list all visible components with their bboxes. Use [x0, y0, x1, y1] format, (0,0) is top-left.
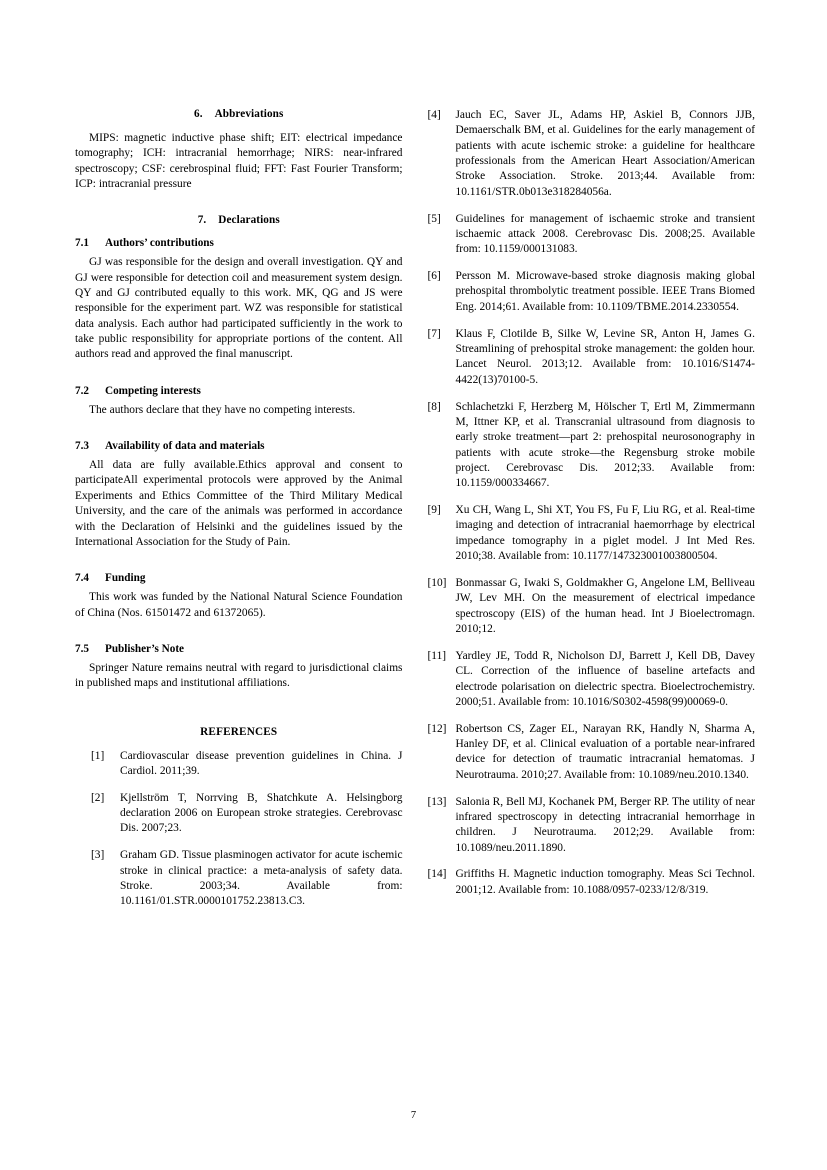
spacer — [75, 565, 403, 572]
funding-paragraph: This work was funded by the National Natural Science Foundation of China (Nos. 61501472 and 61372065). — [75, 591, 403, 619]
reference-marker: [8] — [427, 400, 441, 413]
reference-item — [428, 108, 756, 200]
spacer — [75, 636, 403, 643]
reference-marker: [11] — [427, 649, 447, 662]
reference-item — [428, 212, 756, 258]
reference-item — [428, 327, 756, 388]
reference-marker: [2] — [91, 791, 105, 804]
reference-text: Klaus F, Clotilde B, Silke W, Levine SR, Anton H, James G. Streamlining of prehospital stroke management: the golden hour. Lancet Neurol. 2013;12. Available from: 10.1016/S1474-4422(13)70100-5. — [455, 327, 755, 386]
subsection-number: 7.3 — [75, 440, 89, 453]
reference-marker: [14] — [427, 868, 447, 881]
reference-text: Griffiths H. Magnetic induction tomography. Meas Sci Technol. 2001;12. Available from: 10.1088/0957-0233/12/8/319. — [455, 868, 755, 896]
reference-marker: [10] — [427, 576, 447, 589]
reference-text: Bonmassar G, Iwaki S, Goldmakher G, Angelone LM, Belliveau JW, Lev MH. On the measurement of electrical impedance spectroscopy (EIS) of the human head. Int J Bioelectromagn. 2010;12. — [455, 576, 755, 635]
authors-contributions-paragraph: GJ was responsible for the design and overall investigation. QY and GJ were responsible for detection coil and measurement system design. QY and GJ contributed equally to this work. MK, QG and JS were responsible for the experiment part. WZ was responsible for statistical data analysis. Each author had participated sufficiently in the work to take public responsibility for appropriate portions of the content. All authors read and approved the final manuscript. — [75, 256, 403, 361]
right-column — [428, 108, 756, 1098]
section-number: 6. — [194, 108, 203, 120]
reference-item — [428, 795, 756, 856]
reference-text: Graham GD. Tissue plasminogen activator for acute ischemic stroke in clinical practice: a meta-analysis of safety data. Stroke. 2003;34. Available from: 10.1161/01.STR.0000101752.23813.C3. — [120, 849, 403, 908]
references-heading: REFERENCES — [200, 725, 278, 738]
section-heading-declarations — [75, 214, 403, 226]
subsection-heading-authors-contributions — [75, 237, 403, 249]
subsection-number: 7.5 — [75, 642, 89, 655]
two-column-layout — [75, 108, 755, 1098]
reference-item — [91, 791, 403, 837]
reference-item — [428, 269, 756, 315]
reference-marker: [13] — [427, 795, 447, 808]
section-heading-abbreviations — [75, 108, 403, 120]
spacer — [75, 207, 403, 214]
reference-text: Persson M. Microwave-based stroke diagnosis making global prehospital thrombolytic treatment possible. IEEE Trans Biomed Eng. 2014;61. Available from: 10.1109/TBME.2014.2330554. — [455, 270, 755, 313]
reference-marker: [3] — [91, 849, 105, 862]
reference-item — [428, 400, 756, 492]
subsection-title: Funding — [105, 572, 146, 585]
reference-item — [428, 722, 756, 783]
left-column — [75, 108, 403, 1098]
reference-text: Schlachetzki F, Herzberg M, Hölscher T, Ertl M, Zimmermann M, Ittner KP, et al. Transcranial ultrasound from diagnosis to early stroke treatment—part 2: prehospital neurosonography in patients with acute stroke—the Regensburg stroke mobile project. Cerebrovasc Dis. 2012;33. Available from: 10.1159/000334667. — [455, 400, 755, 490]
reference-item — [428, 576, 756, 637]
reference-text: Kjellström T, Norrving B, Shatchkute A. Helsingborg declaration 2006 on European stroke strategies. Cerebrovasc Dis. 2007;23. — [120, 791, 403, 835]
reference-text: Jauch EC, Saver JL, Adams HP, Askiel B, Connors JJB, Demaerschalk BM, et al. Guidelines for the early management of patients with acute ischemic stroke: a guideline for healthcare professionals from the American Heart Association/American Stroke Association. Stroke. 2013;44. Available from: 10.1161/STR.0b013e318284056a. — [455, 109, 755, 198]
publishers-note-paragraph: Springer Nature remains neutral with regard to jurisdictional claims in published maps and institutional affiliations. — [75, 661, 403, 690]
subsection-heading-funding — [75, 572, 403, 584]
spacer — [75, 378, 403, 385]
reference-marker: [4] — [427, 109, 441, 121]
spacer — [75, 707, 403, 726]
reference-item — [428, 867, 756, 898]
reference-text: Xu CH, Wang L, Shi XT, You FS, Fu F, Liu RG, et al. Real-time imaging and detection of intracranial haemorrhage by electrical impedance tomography in a piglet model. J Int Med Res. 2010;38. Available from: 10.1177/147323001003800504. — [455, 504, 755, 563]
reference-marker: [1] — [91, 749, 105, 762]
reference-text: Cardiovascular disease prevention guidelines in China. J Cardiol. 2011;39. — [120, 749, 403, 777]
abbreviations-paragraph: MIPS: magnetic inductive phase shift; EIT: electrical impedance tomography; ICH: intracranial hemorrhage; NIRS: near-infrared spectroscopy; CSF: cerebrospinal fluid; FFT: Fast Fourier Transform; ICP: intracranial pressure — [75, 132, 403, 191]
reference-marker: [6] — [427, 270, 441, 283]
page-number: 7 — [410, 1110, 417, 1121]
reference-marker: [9] — [427, 504, 441, 517]
section-number: 7. — [197, 214, 207, 227]
subsection-number: 7.1 — [75, 237, 89, 250]
reference-text: Guidelines for management of ischaemic stroke and transient ischaemic attack 2008. Cerebrovasc Dis. 2008;25. Available from: 10.1159/000131083. — [455, 212, 755, 256]
section-title: Declarations — [218, 214, 280, 227]
subsection-heading-publishers-note — [75, 643, 403, 655]
subsection-title: Authors’ contributions — [105, 237, 214, 250]
subsection-number: 7.2 — [75, 384, 89, 397]
reference-text: Yardley JE, Todd R, Nicholson DJ, Barrett J, Kell DB, Davey CL. Correction of the influence of baseline artefacts and electrode polarisation on dielectric spectra. Bioelectrochemistry. 2000;51. Available from: 10.1016/S0302-4598(99)00069-0. — [455, 649, 755, 708]
subsection-heading-availability — [75, 440, 403, 452]
reference-item — [91, 749, 403, 780]
reference-text: Salonia R, Bell MJ, Kochanek PM, Berger RP. The utility of near infrared spectroscopy in detecting intracranial hemorrhage in children. J Neurotrauma. 2012;29. Available from: 10.1089/neu.2011.1890. — [455, 795, 755, 854]
reference-item — [91, 848, 403, 909]
reference-list-left — [75, 749, 403, 910]
availability-paragraph: All data are fully available.Ethics approval and consent to participateAll experimental protocols were approved by the Animal Experiments and Ethics Committee of the Third Military Medical University, and the care of the animals was performed in accordance with the Declaration of Helsinki and the guidelines issued by the International Association for the Study of Pain. — [75, 459, 403, 548]
reference-marker: [5] — [427, 212, 441, 225]
reference-text: Robertson CS, Zager EL, Narayan RK, Handly N, Sharma A, Hanley DF, et al. Clinical evaluation of a portable near-infrared device for detection of traumatic intracranial hematomas. J Neurotrauma. 2010;27. Available from: 10.1089/neu.2010.1340. — [455, 722, 755, 781]
reference-item — [428, 503, 756, 564]
reference-marker: [7] — [427, 327, 441, 340]
reference-item — [428, 649, 756, 710]
subsection-title: Availability of data and materials — [105, 440, 265, 453]
section-title: Abbreviations — [214, 108, 284, 120]
reference-list-right — [428, 108, 756, 898]
competing-interests-paragraph: The authors declare that they have no competing interests. — [89, 403, 356, 416]
subsection-title: Publisher’s Note — [105, 642, 185, 655]
spacer — [75, 433, 403, 440]
subsection-number: 7.4 — [75, 572, 89, 585]
subsection-title: Competing interests — [105, 384, 201, 397]
subsection-heading-competing-interests — [75, 385, 403, 397]
reference-marker: [12] — [427, 722, 447, 735]
